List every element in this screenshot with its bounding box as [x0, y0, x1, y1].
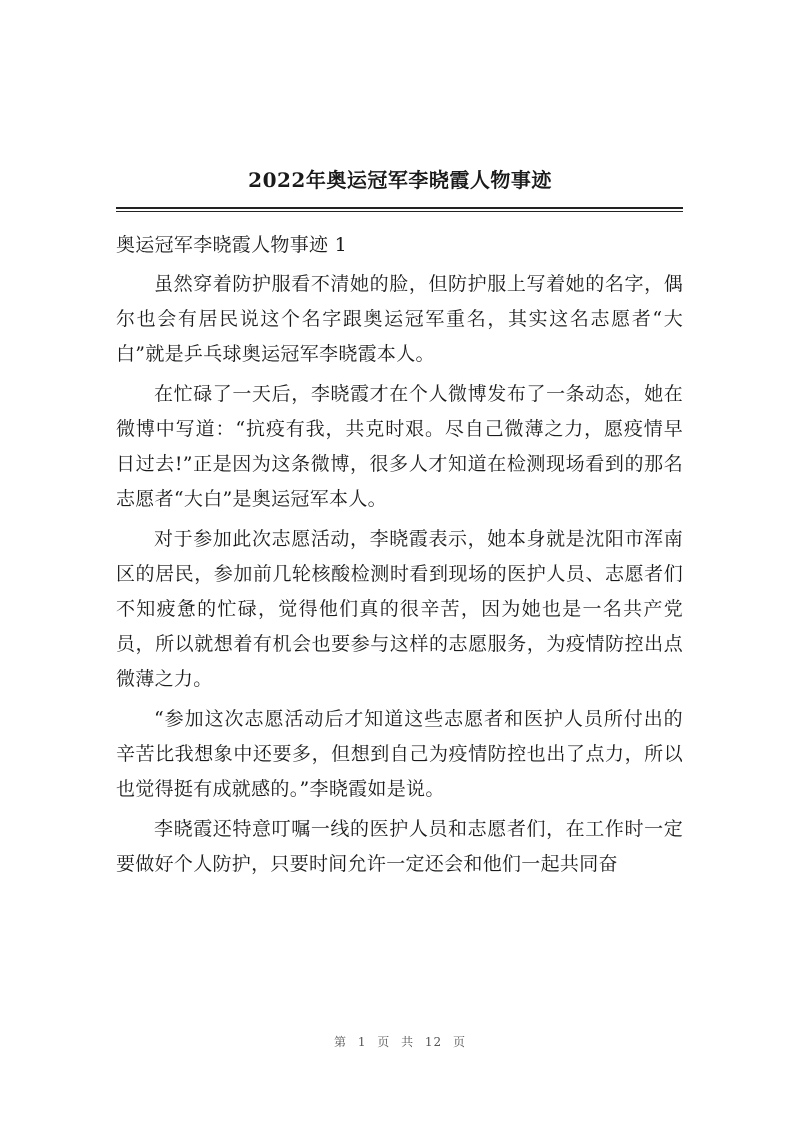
paragraph-4: “参加这次志愿活动后才知道这些志愿者和医护人员所付出的辛苦比我想象中还要多，但想到自己为疫情防控也出了点力，所以也觉得挺有成就感的。”李晓霞如是说。 [116, 708, 683, 800]
page-title: 2022年奥运冠军李晓霞人物事迹 [248, 168, 552, 192]
paragraph-3: 对于参加此次志愿活动，李晓霞表示，她本身就是沈阳市浑南区的居民，参加前几轮核酸检测时看到现场的医护人员、志愿者们不知疲惫的忙碌，觉得他们真的很辛苦，因为她也是一名共产党员，所以就想着有机会也要参与这样的志愿服务，为疫情防控出点微薄之力。 [116, 528, 683, 690]
paragraph-1: 虽然穿着防护服看不清她的脸，但防护服上写着她的名字，偶尔也会有居民说这个名字跟奥运冠军重名，其实这名志愿者“大白”就是乒乓球奥运冠军李晓霞本人。 [116, 273, 683, 365]
paragraph-2: 在忙碌了一天后，李晓霞才在个人微博发布了一条动态，她在微博中写道：“抗疫有我，共克时艰。尽自己微薄之力，愿疫情早日过去!”正是因为这条微博，很多人才知道在检测现场看到的那名志愿者“大白”是奥运冠军本人。 [116, 383, 683, 510]
title-divider [116, 207, 683, 212]
section-heading: 奥运冠军李晓霞人物事迹 1 [116, 234, 348, 256]
article-body [116, 228, 683, 887]
page-number-footer: 第 1 页 共 12 页 [334, 1035, 466, 1049]
paragraph-5: 李晓霞还特意叮嘱一线的医护人员和志愿者们，在工作时一定要做好个人防护，只要时间允许一定还会和他们一起共同奋 [116, 818, 683, 875]
